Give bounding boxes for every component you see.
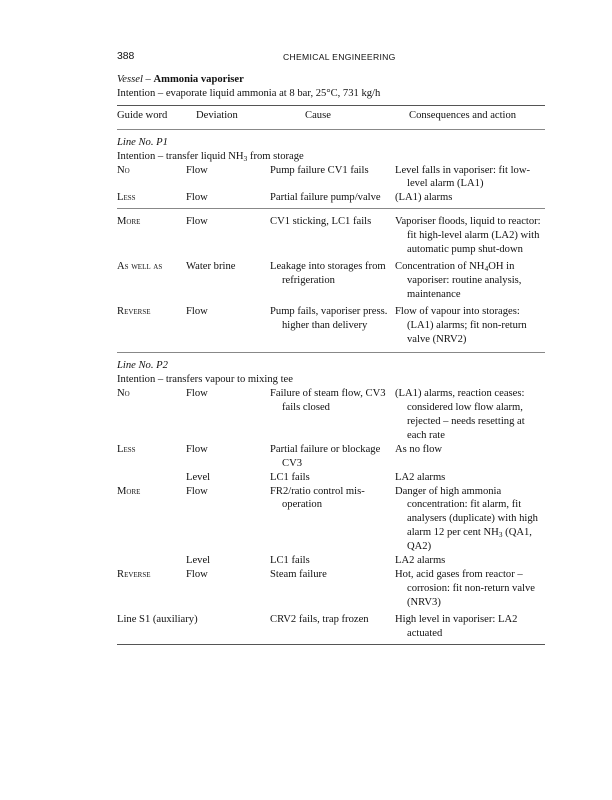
consequence: (LA1) alarms, reaction ceases: considered low flow alarm, rejected – needs resetting at each rate — [395, 388, 525, 441]
vessel-intention: Intention – evaporate liquid ammonia at 8 bar, 25°C, 731 kg/h — [117, 87, 381, 99]
vessel-line — [117, 73, 545, 87]
table-row — [117, 191, 545, 205]
deviation: Level — [186, 471, 211, 483]
deviation: Flow — [186, 216, 208, 228]
consequence: Vaporiser floods, liquid to reactor: fit high-level alarm (LA2) with automatic pump shut-down — [395, 216, 541, 256]
table-row — [117, 164, 545, 192]
guide-word: No — [117, 164, 130, 176]
consequence: High level in vaporiser: LA2 actuated — [395, 613, 518, 639]
page — [117, 44, 545, 645]
table-row — [117, 568, 545, 610]
table-bottom-rule — [117, 644, 545, 645]
cause: Failure of steam flow, CV3 fails closed — [270, 388, 386, 414]
guide-word: More — [117, 485, 141, 497]
cause: CRV2 fails, trap frozen — [270, 613, 369, 625]
cause: Partial failure pump/valve — [270, 192, 381, 204]
cause: Pump fails, vaporiser press. higher than delivery — [270, 305, 388, 331]
consequence: Flow of vapour into storages: (LA1) alarms; fit non-return valve (NRV2) — [395, 305, 527, 345]
line-p1-title: Line No. P1 — [117, 136, 168, 148]
col-guide-word: Guide word — [117, 109, 168, 121]
deviation: Flow — [186, 485, 208, 497]
guide-word: As well as — [117, 260, 163, 272]
running-head: CHEMICAL ENGINEERING — [283, 52, 396, 62]
page-header — [117, 44, 545, 64]
table-row — [117, 215, 545, 257]
cause: Steam failure — [270, 569, 327, 580]
guide-word: Less — [117, 443, 136, 455]
col-consequences: Consequences and action — [409, 109, 517, 121]
deviation: Flow — [186, 569, 208, 580]
consequence: Danger of high ammonia concentration: fit alarm, fit analysers (duplicate) with high alarm 12 per cent $NH_3$ (QA1, QA2) — [395, 485, 538, 553]
section-rule — [117, 208, 545, 209]
deviation: Flow — [186, 192, 208, 204]
consequence: LA2 alarms — [395, 471, 446, 483]
guide-word: Reverse — [117, 305, 151, 317]
cause: FR2/ratio control mis-operation — [270, 485, 365, 511]
guide-word: No — [117, 388, 130, 400]
guide-word: Reverse — [117, 569, 151, 580]
line-s1-label: Line S1 (auxiliary) — [117, 613, 198, 625]
table-row — [117, 260, 545, 302]
page-number: 388 — [117, 51, 135, 62]
vessel-dash: – — [142, 74, 154, 85]
column-headers — [117, 109, 545, 123]
table-row — [117, 471, 545, 485]
vessel-label: Vessel — [117, 74, 143, 85]
guide-word — [117, 554, 186, 568]
consequence: Hot, acid gases from reactor – corrosion: fit non-return valve (NRV3) — [395, 569, 535, 608]
cause: Pump failure CV1 fails — [270, 164, 369, 176]
consequence: As no flow — [395, 443, 443, 455]
cause: CV1 sticking, LC1 fails — [270, 216, 372, 228]
deviation: Flow — [186, 305, 208, 317]
deviation: Flow — [186, 443, 208, 455]
guide-word: More — [117, 216, 141, 228]
header-rule — [117, 129, 545, 130]
cause: LC1 fails — [270, 555, 310, 567]
table-top-rule — [117, 105, 545, 106]
deviation: Flow — [186, 388, 208, 400]
consequence: (LA1) alarms — [395, 192, 453, 204]
table-row — [117, 387, 545, 443]
guide-word — [117, 471, 186, 485]
cause: Leakage into storages from refrigeration — [270, 260, 386, 286]
consequence: LA2 alarms — [395, 555, 446, 567]
line-p2-intention: Intention – transfers vapour to mixing tee — [117, 374, 293, 386]
consequence: Concentration of $NH_4OH$ in vaporiser: routine analysis, maintenance — [395, 260, 522, 300]
table-row — [117, 305, 545, 347]
section-rule — [117, 352, 545, 353]
table-row — [117, 554, 545, 568]
col-deviation: Deviation — [196, 109, 238, 121]
consequence: Level falls in vaporiser: fit low-level alarm (LA1) — [395, 164, 531, 190]
cause: LC1 fails — [270, 471, 310, 483]
line-p1-intention: Intention – transfer liquid $NH_3$ from storage — [117, 150, 304, 163]
table-row — [117, 613, 545, 641]
line-p2-title: Line No. P2 — [117, 360, 168, 372]
deviation: Flow — [186, 164, 208, 176]
deviation: Level — [186, 555, 211, 567]
table-row — [117, 443, 545, 471]
deviation: Water brine — [186, 260, 236, 272]
col-cause: Cause — [305, 109, 331, 121]
guide-word: Less — [117, 192, 136, 204]
cause: Partial failure or blockage CV3 — [270, 443, 381, 469]
table-row — [117, 485, 545, 555]
vessel-name: Ammonia vaporiser — [153, 74, 244, 85]
